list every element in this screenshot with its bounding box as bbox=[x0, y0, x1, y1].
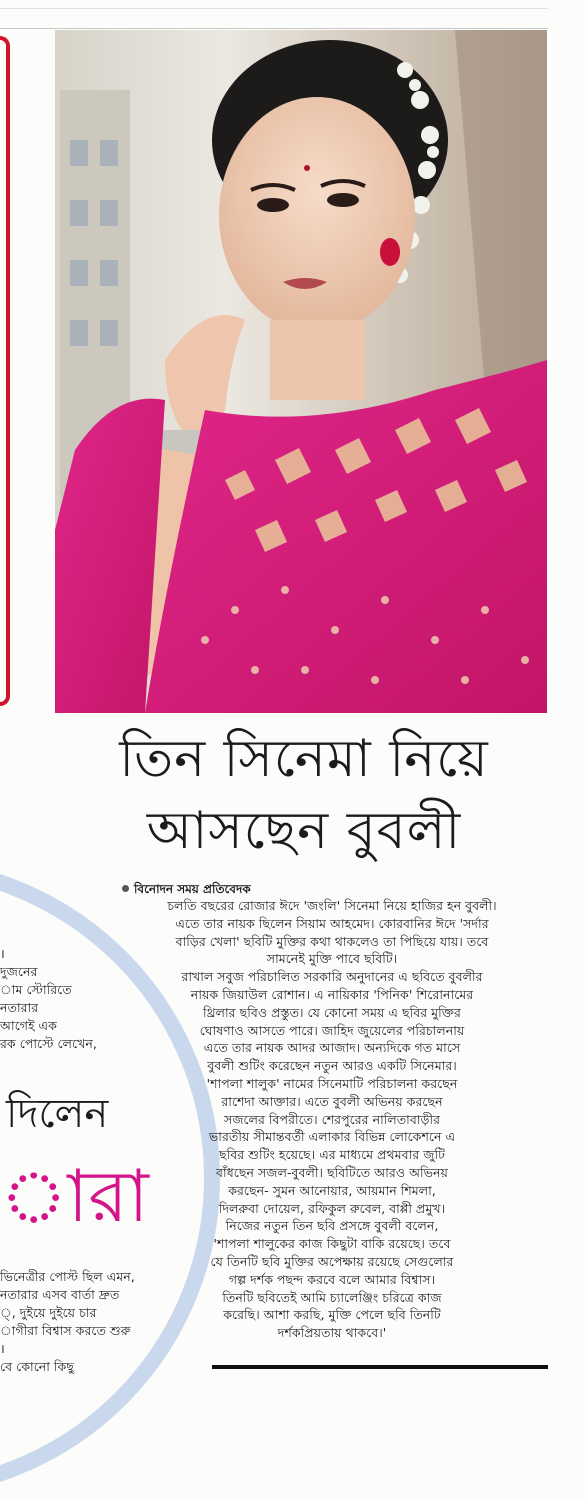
body-line: বাঁধছেন সজল-বুবলী। ছবিটিতে আরও অভিনয় bbox=[216, 1164, 448, 1180]
body-line: নায়ক জিয়াউল রোশান। এ নায়িকার 'পিনিক' শিরোনামের bbox=[190, 986, 474, 1002]
body-line: 'শাপলা শালুক' নামের সিনেমাটি পরিচালনা করছেন bbox=[206, 1075, 458, 1091]
body-line: বুবলী শুটিং করেছেন নতুন আরও একটি সিনেমার। bbox=[207, 1058, 457, 1074]
body-line: এতে তার নায়ক আদর আজাদ। অন্যদিকে গত মাসে bbox=[203, 1040, 461, 1056]
body-line: থ্রিলার ছবিও প্রস্তুত। যে কোনো সময় এ ছবির মুক্তির bbox=[203, 1004, 461, 1020]
top-border-line bbox=[0, 8, 548, 9]
side-text-line: নতারার এসব বার্তা দ্রুত bbox=[0, 1287, 120, 1302]
headline-line-1: তিন সিনেমা নিয়ে bbox=[119, 729, 489, 789]
headline-line-2: আসছেন বুবলী bbox=[146, 801, 462, 861]
side-text-line: । bbox=[0, 946, 5, 961]
side-text-line: াম স্টোরিতে bbox=[0, 982, 72, 997]
article-end-rule bbox=[212, 1365, 548, 1369]
side-text-line: বে কোনো কিছু bbox=[0, 1359, 74, 1374]
side-headline-name: ারা bbox=[0, 1154, 149, 1238]
body-line: বাড়ির খেলা' ছবিটি মুক্তির কথা থাকলেও তা পিছিয়ে যায়। তবে bbox=[175, 933, 489, 949]
body-line: দিলরুবা দোয়েল, রফিকুল রুবেল, বাপ্পী প্রমুখ। bbox=[218, 1200, 446, 1216]
article-photo bbox=[55, 30, 547, 713]
body-line: করছেন- সুমন আনোয়ার, আয়মান শিমলা, bbox=[228, 1182, 436, 1198]
side-text-line: ্, দুইয়ে দুইয়ে চার bbox=[0, 1305, 97, 1320]
adjacent-red-frame bbox=[0, 36, 10, 706]
side-text-line: নতারার bbox=[0, 1000, 39, 1015]
byline-text: বিনোদন সময় প্রতিবেদক bbox=[134, 882, 251, 896]
side-text-line: াগীরা বিশ্বাস করতে শুরু bbox=[0, 1323, 131, 1338]
body-line: এতে তার নায়ক ছিলেন সিয়াম আহমেদ। কোরবানির ঈদে 'সর্দার bbox=[175, 915, 489, 931]
bullet-icon bbox=[122, 885, 129, 892]
body-line: সামনেই মুক্তি পাবে ছবিটি। bbox=[266, 951, 398, 967]
side-text-line: দুজনের bbox=[0, 964, 38, 979]
side-headline: দিলেন bbox=[6, 1091, 109, 1137]
body-line: সজলের বিপরীতে। শেরপুরের নালিতাবাড়ীর bbox=[223, 1111, 441, 1127]
body-line: দর্শকপ্রিয়তায় থাকবে।' bbox=[277, 1325, 387, 1341]
body-line: তিনটি ছবিতেই আমি চ্যালেঞ্জিং চরিত্রে কাজ bbox=[222, 1289, 442, 1305]
body-line: চলতি বছরের রোজার ঈদে 'জংলি' সিনেমা নিয়ে হাজির হন বুবলী। bbox=[167, 898, 497, 913]
body-line: ছবির শুটিং হয়েছে। এর মাধ্যমে প্রথমবার জুটি bbox=[219, 1147, 445, 1163]
side-text-line: । bbox=[0, 1341, 5, 1356]
body-line: যে তিনটি ছবি মুক্তির অপেক্ষায় রয়েছে সেগুলোর bbox=[210, 1253, 454, 1269]
body-line: 'শাপলা শালুকের কাজ কিছুটা বাকি রয়েছে। তবে bbox=[213, 1236, 451, 1252]
body-line: নিজের নতুন তিন ছবি প্রসঙ্গে বুবলী বলেন, bbox=[225, 1218, 439, 1234]
body-line: গল্প দর্শক পছন্দ করবে বলে আমার বিশ্বাস। bbox=[228, 1271, 436, 1287]
body-line: রাখাল সবুজ পরিচালিত সরকারি অনুদানের এ ছবিতে বুবলীর bbox=[181, 969, 483, 985]
body-line: ঘোষণাও আসতে পারে। জাহিদ জুয়েলের পরিচালনায় bbox=[199, 1022, 465, 1038]
header-divider bbox=[0, 28, 548, 29]
article-body bbox=[118, 897, 546, 1342]
body-line: রাশেদা আক্তার। এতে বুবলী অভিনয় করছেন bbox=[221, 1093, 443, 1109]
body-line: ভারতীয় সীমান্তবর্তী এলাকার বিভিন্ন লোকেশনে এ bbox=[208, 1129, 456, 1145]
side-text-line: আগেই এক bbox=[0, 1018, 57, 1033]
side-text-line: ভিনেত্রীর পোস্ট ছিল এমন, bbox=[0, 1269, 135, 1284]
body-line: করেছি। আশা করছি, মুক্তি পেলে ছবি তিনটি bbox=[223, 1307, 441, 1323]
side-text-line: রক পোস্টে লেখেন, bbox=[0, 1036, 97, 1051]
